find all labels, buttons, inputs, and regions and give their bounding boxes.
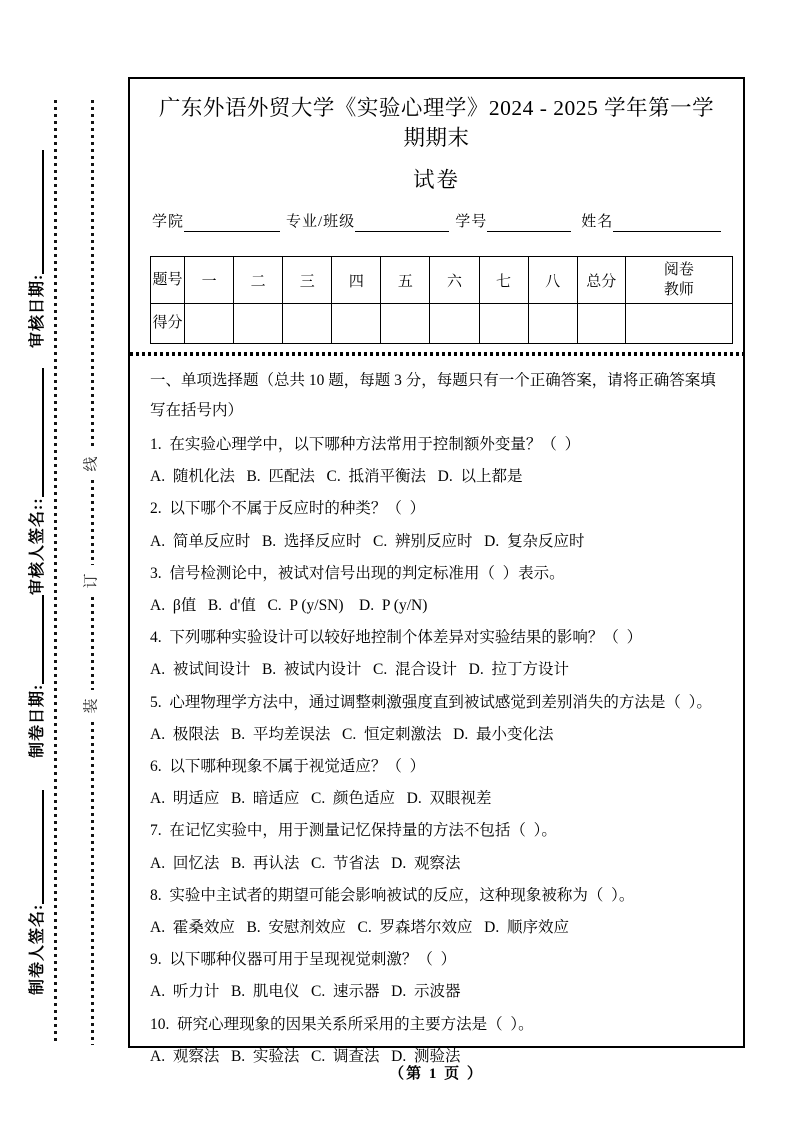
question-stem: 8. 实验中主试者的期望可能会影响被试的反应，这种现象被称为（ ）。: [150, 886, 635, 904]
name-label: 姓名: [581, 214, 614, 230]
question-list: [150, 429, 723, 1073]
audit-signer-label: 审核人签名::: [29, 497, 46, 595]
score-cell: [185, 304, 234, 344]
major-class-label: 专业/班级: [286, 214, 356, 230]
margin-field-make-date: [14, 595, 48, 758]
question-stem: 4. 下列哪种实验设计可以较好地控制个体差异对实验结果的影响？（ ）: [150, 629, 643, 647]
question-stem: 3. 信号检测论中，被试对信号出现的判定标准用（ ）表示。: [150, 564, 565, 582]
make-signer-label: 制卷人签名:: [29, 903, 46, 995]
score-cell-grader: [625, 304, 732, 344]
question-stem: 6. 以下哪种现象不属于视觉适应？（ ）: [150, 758, 426, 776]
page-footer: （第 1 页 ）: [389, 1066, 484, 1082]
score-cell: [234, 304, 283, 344]
grader-label: 阅卷教师: [663, 262, 694, 298]
question-stem: 1. 在实验心理学中，以下哪种方法常用于控制额外变量？（ ）: [150, 436, 581, 453]
question-options: A. 霍桑效应 B. 安慰剂效应 C. 罗森塔尔效应 D. 顺序效应: [150, 919, 569, 937]
binding-char-xian: 线: [83, 456, 100, 472]
score-table-score-row: [151, 304, 733, 344]
audit-date-blank[interactable]: [42, 150, 44, 274]
dotted-separator: [130, 352, 743, 356]
binding-line-segment: [91, 722, 94, 1045]
binding-char-zhuang: 装: [83, 698, 100, 714]
name-blank[interactable]: [613, 214, 721, 232]
binding-line-segment: [91, 480, 94, 565]
score-cell: [479, 304, 528, 344]
audit-date-label: 审核日期:: [29, 273, 46, 348]
binding-dotted-line-outer: [82, 100, 102, 1045]
score-cell: [528, 304, 577, 344]
score-col-2: 二: [234, 257, 283, 304]
exam-title: 广东外语外贸大学《实验心理学》2024 - 2025 学年第一学期期末: [158, 96, 715, 150]
score-cell: [430, 304, 479, 344]
question-options: A. 观察法 B. 实验法 C. 调查法 D. 测验法: [150, 1047, 461, 1065]
margin-field-audit-signer: [14, 368, 48, 595]
question-options: A. β值 B. d'值 C. P (y/SN) D. P (y/N): [150, 597, 428, 615]
exam-subtitle: 试卷: [412, 168, 460, 192]
score-cell: [332, 304, 381, 344]
question-stem: 9. 以下哪种仪器可用于呈现视觉刺激？（ ）: [150, 951, 457, 969]
score-col-grader: [625, 257, 732, 304]
score-col-1: 一: [185, 257, 234, 304]
question-stem: 7. 在记忆实验中，用于测量记忆保持量的方法不包括（ ）。: [150, 822, 557, 840]
score-row-label: 得分: [151, 304, 185, 344]
question-options: A. 随机化法 B. 匹配法 C. 抵消平衡法 D. 以上都是: [150, 468, 523, 486]
binding-line-segment: [91, 100, 94, 448]
binding-char-ding: 订: [83, 573, 100, 589]
question-options: A. 被试间设计 B. 被试内设计 C. 混合设计 D. 拉丁方设计: [150, 661, 569, 679]
question-stem: 10. 研究心理现象的因果关系所采用的主要方法是（ ）。: [150, 1015, 534, 1033]
score-table: [150, 256, 733, 344]
score-col-8: 八: [528, 257, 577, 304]
student-info-row: [150, 212, 723, 232]
make-date-blank[interactable]: [42, 595, 44, 684]
make-signer-blank[interactable]: [42, 790, 44, 904]
score-col-4: 四: [332, 257, 381, 304]
major-class-blank[interactable]: [355, 214, 449, 232]
student-id-label: 学号: [455, 214, 488, 230]
score-cell-total: [577, 304, 625, 344]
score-col-6: 六: [430, 257, 479, 304]
score-cell: [381, 304, 430, 344]
score-col-7: 七: [479, 257, 528, 304]
audit-signer-blank[interactable]: [42, 368, 44, 497]
question-options: A. 极限法 B. 平均差误法 C. 恒定刺激法 D. 最小变化法: [150, 725, 554, 743]
score-cell: [283, 304, 332, 344]
question-no-header: 题号: [151, 257, 185, 304]
question-stem: 5. 心理物理学方法中，通过调整刺激强度直到被试感觉到差别消失的方法是（ ）。: [150, 693, 712, 711]
margin-field-make-signer: [14, 790, 48, 995]
question-stem: 2. 以下哪个不属于反应时的种类？（ ）: [150, 500, 426, 518]
college-label: 学院: [152, 214, 185, 230]
binding-dotted-line-inner: [54, 100, 57, 1045]
score-col-total: 总分: [577, 257, 625, 304]
margin-field-audit-date: [14, 150, 48, 348]
question-options: A. 简单反应时 B. 选择反应时 C. 辨别反应时 D. 复杂反应时: [150, 532, 585, 550]
binding-line-segment: [91, 597, 94, 690]
score-col-3: 三: [283, 257, 332, 304]
score-col-5: 五: [381, 257, 430, 304]
exam-frame: [128, 77, 745, 1065]
make-date-label: 制卷日期:: [29, 683, 46, 758]
section-heading: 一、单项选择题（总共 10 题，每题 3 分，每题只有一个正确答案，请将正确答案填写在括号内）: [150, 372, 716, 419]
question-options: A. 听力计 B. 肌电仪 C. 速示器 D. 示波器: [150, 983, 461, 1001]
question-options: A. 回忆法 B. 再认法 C. 节省法 D. 观察法: [150, 854, 461, 872]
student-id-blank[interactable]: [487, 214, 571, 232]
college-blank[interactable]: [184, 214, 280, 232]
score-table-header-row: [151, 257, 733, 304]
question-options: A. 明适应 B. 暗适应 C. 颜色适应 D. 双眼视差: [150, 790, 492, 808]
